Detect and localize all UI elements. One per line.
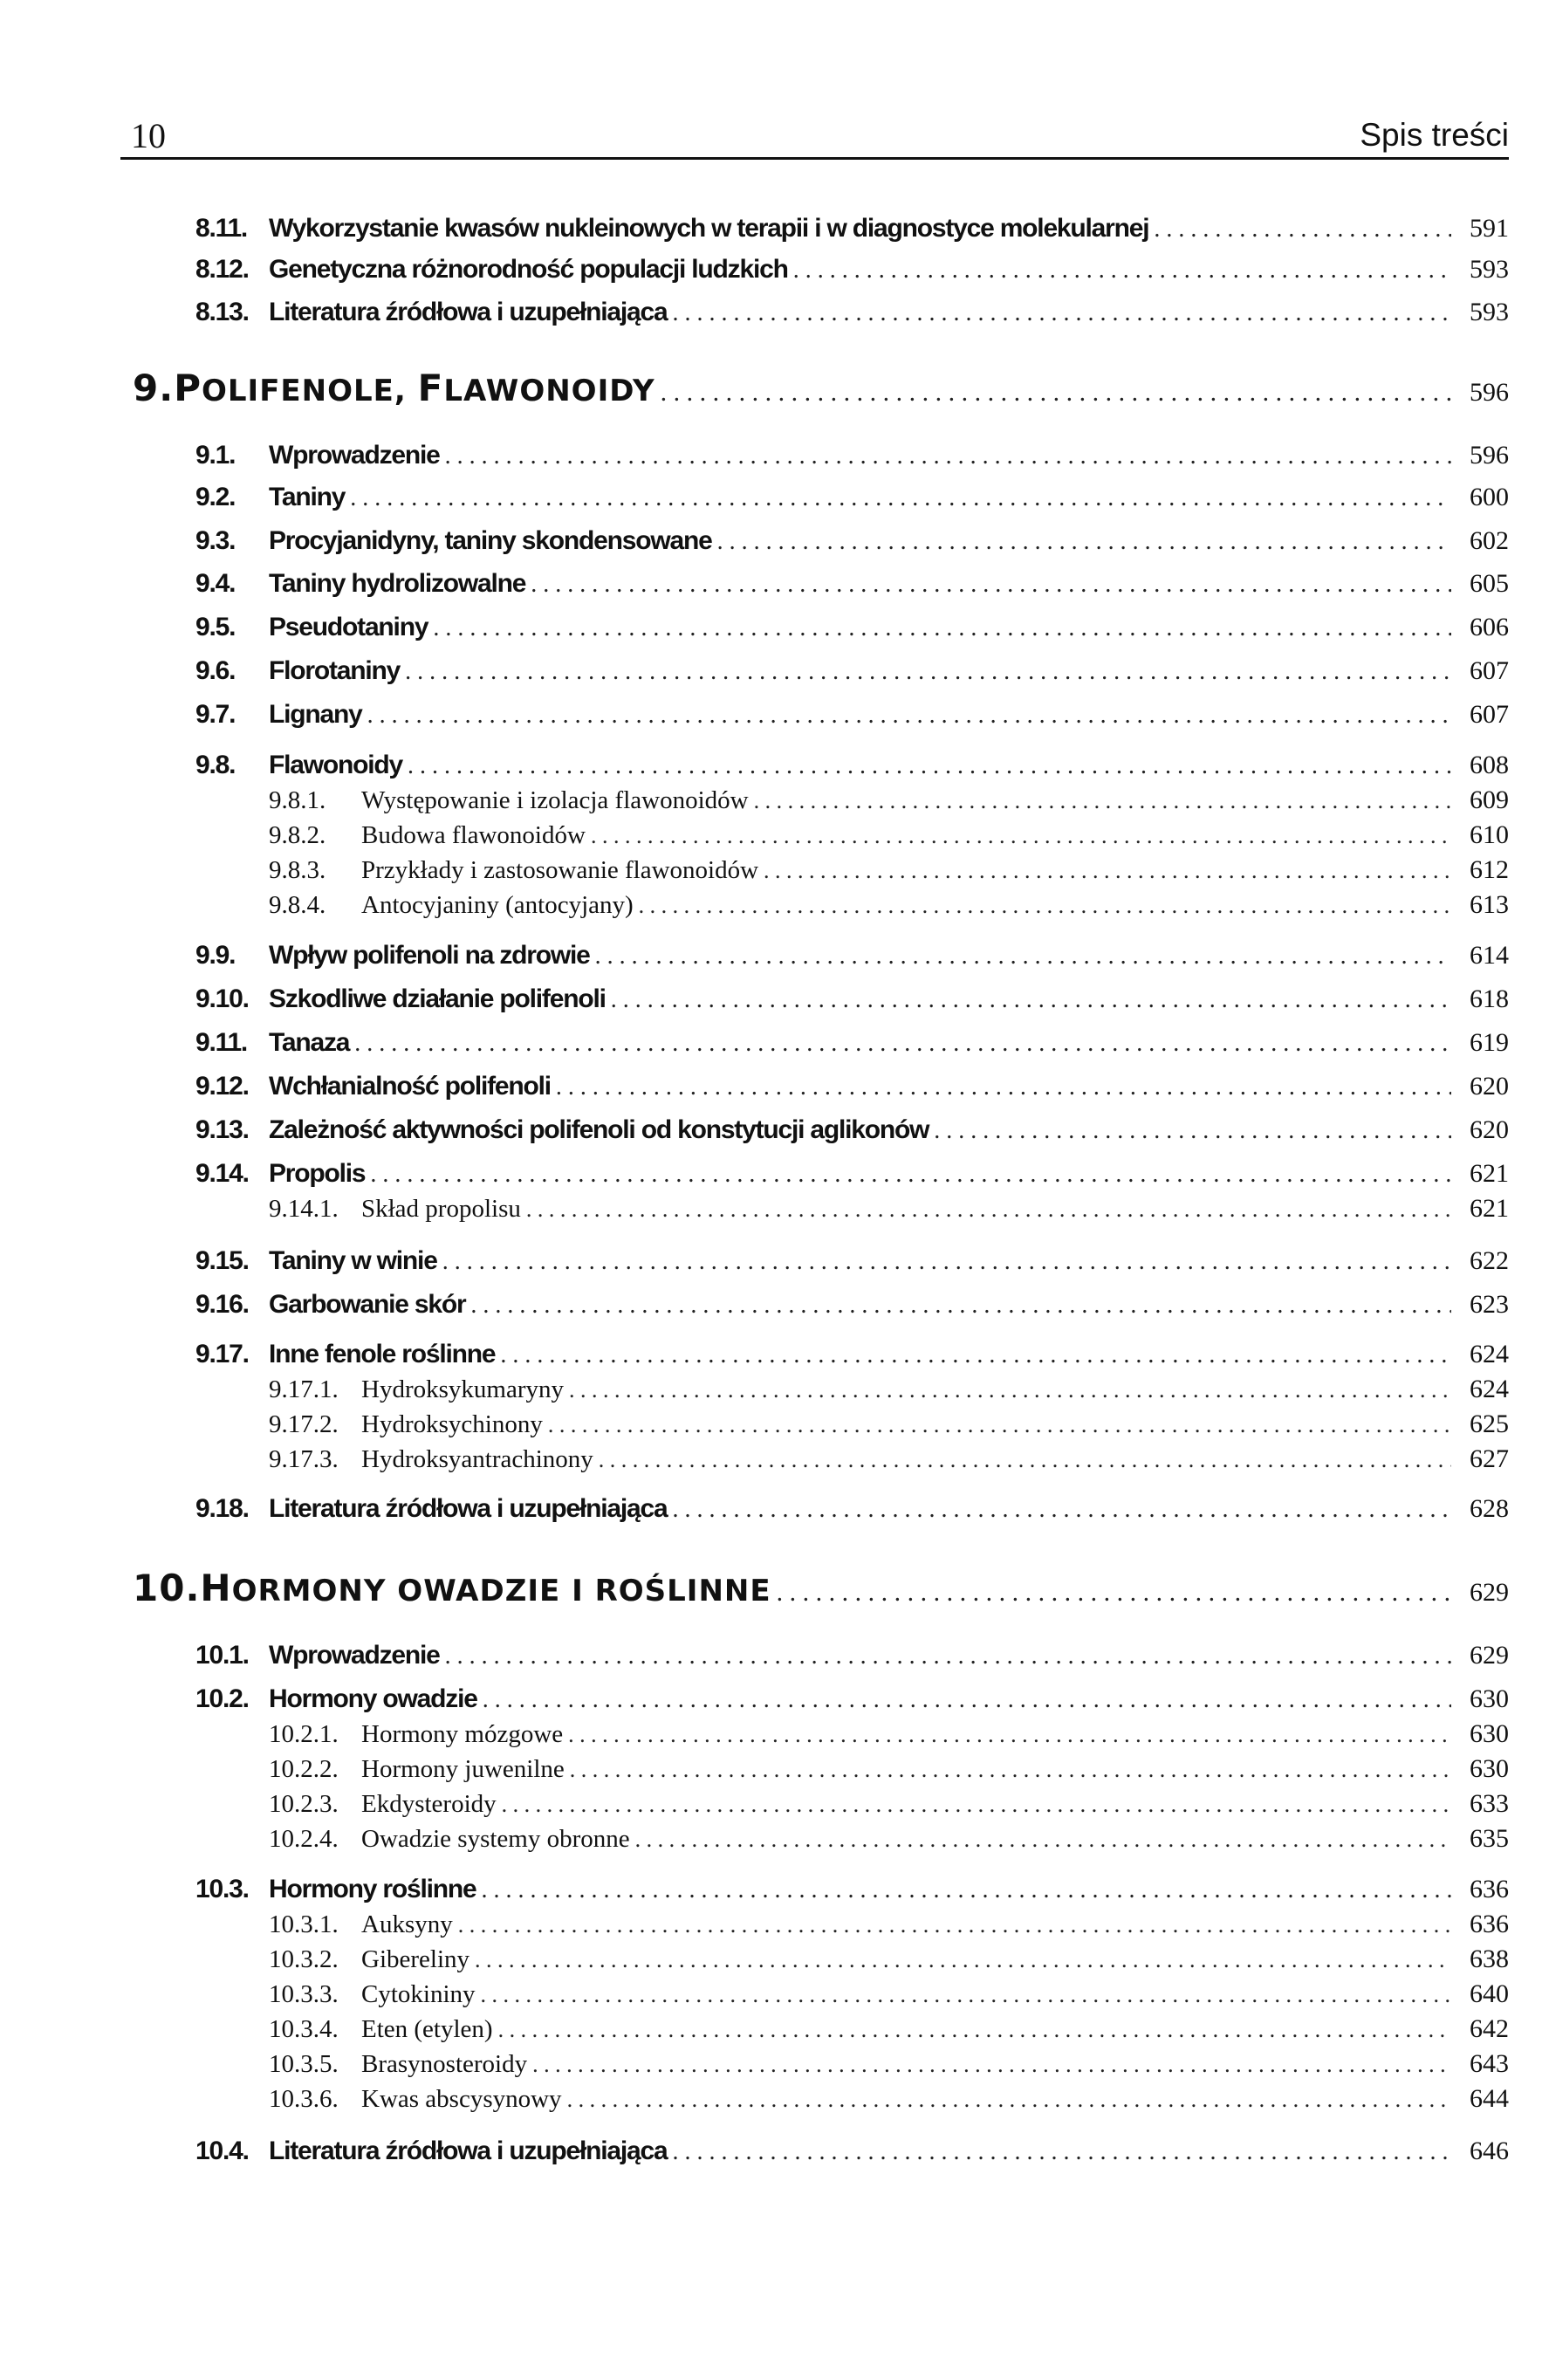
dot-leader [1154, 216, 1451, 243]
entry-number: 9.14. [195, 1159, 249, 1188]
entry-number: 10.2.2. [269, 1755, 339, 1783]
entry-number: 9.17. [195, 1340, 249, 1368]
section-entry [0, 2137, 1542, 2166]
subsection-entry [0, 2049, 1542, 2079]
subsection-title: Hydroksychinony [361, 1410, 543, 1438]
section-title: Taniny w winie [269, 1246, 437, 1275]
page-ref: 621 [1470, 1194, 1509, 1223]
page-ref: 596 [1470, 378, 1509, 407]
subsection-title: Kwas abscysynowy [361, 2085, 562, 2113]
page-ref: 640 [1470, 1979, 1509, 2008]
page-ref: 591 [1470, 214, 1509, 243]
dot-leader [458, 1912, 1451, 1938]
subsection-entry [0, 1444, 1542, 1474]
entry-number: 9.8.2. [269, 821, 326, 849]
dot-leader [531, 571, 1451, 599]
subsection-title: Hormony juwenilne [361, 1755, 565, 1783]
entry-number: 9.8.4. [269, 891, 326, 919]
dot-leader [470, 1292, 1451, 1320]
section-entry [0, 1875, 1542, 1904]
page-ref: 624 [1470, 1340, 1509, 1368]
section-title: Literatura źródłowa i uzupełniająca [269, 1494, 668, 1523]
section-entry [0, 1028, 1542, 1058]
section-title: Wykorzystanie kwasów nukleinowych w terapii i w diagnostyce molekularnej [269, 214, 1149, 243]
section-title: Hormony roślinne [269, 1875, 476, 1903]
page-ref: 635 [1470, 1824, 1509, 1853]
subsection-title: Budowa flawonoidów [361, 821, 586, 849]
subsection-title: Gibereliny [361, 1945, 470, 1973]
page-ref: 628 [1470, 1494, 1509, 1523]
page-ref: 636 [1470, 1910, 1509, 1938]
chapter-entry [0, 367, 1542, 409]
subsection-entry [0, 1375, 1542, 1404]
subsection-entry [0, 855, 1542, 885]
dot-leader [370, 1161, 1451, 1189]
section-title: Tanaza [269, 1028, 350, 1057]
subsection-entry [0, 1789, 1542, 1819]
subsection-entry [0, 1194, 1542, 1224]
subsection-entry [0, 820, 1542, 850]
section-entry [0, 751, 1542, 780]
chapter-title [200, 1567, 771, 1609]
dot-leader [793, 257, 1451, 285]
chapter-title-part: F [417, 367, 444, 409]
dot-leader [567, 2087, 1451, 2113]
entry-number: 10.2.3. [269, 1790, 339, 1818]
page-ref: 646 [1470, 2137, 1509, 2165]
page-ref: 623 [1470, 1290, 1509, 1319]
section-entry [0, 255, 1542, 285]
page-ref: 633 [1470, 1789, 1509, 1818]
dot-leader [661, 378, 1451, 408]
section-title: Wpływ polifenoli na zdrowie [269, 941, 590, 970]
dot-leader [442, 1248, 1451, 1276]
dot-leader [599, 1447, 1451, 1473]
page-ref: 593 [1470, 298, 1509, 326]
entry-number: 9. [133, 367, 175, 409]
entry-number: 9.9. [195, 941, 236, 970]
entry-number: 9.6. [195, 656, 236, 685]
subsection-title: Hormony mózgowe [361, 1720, 564, 1748]
entry-number: 9.8.3. [269, 856, 326, 884]
entry-number: 8.11. [195, 214, 248, 243]
entry-number: 9.16. [195, 1290, 249, 1319]
dot-leader [445, 442, 1451, 470]
entry-number: 8.13. [195, 298, 249, 326]
entry-number: 10.3.4. [269, 2015, 339, 2043]
chapter-title-part: H [200, 1567, 232, 1609]
page-ref: 596 [1470, 441, 1509, 470]
subsection-title: Brasynosteroidy [361, 2050, 528, 2078]
subsection-entry [0, 1754, 1542, 1784]
entry-number: 9.14.1. [269, 1195, 339, 1223]
entry-number: 10.2. [195, 1684, 249, 1713]
dot-leader [595, 943, 1451, 971]
subsection-entry [0, 890, 1542, 920]
section-entry [0, 941, 1542, 971]
page-ref: 630 [1470, 1719, 1509, 1748]
subsection-title: Cytokininy [361, 1980, 476, 2008]
section-entry [0, 1246, 1542, 1276]
chapter-entry [0, 1567, 1542, 1609]
dot-leader [475, 1947, 1451, 1973]
entry-number: 9.10. [195, 984, 249, 1013]
entry-number: 10.2.1. [269, 1720, 339, 1748]
page-ref: 600 [1470, 483, 1509, 511]
section-title: Pseudotaniny [269, 613, 428, 641]
chapter-title-part: P [174, 367, 202, 409]
section-title: Taniny hydrolizowalne [269, 569, 526, 598]
entry-number: 9.17.3. [269, 1445, 339, 1473]
dot-leader [498, 2017, 1451, 2043]
dot-leader [481, 1982, 1451, 2008]
section-title: Wprowadzenie [269, 441, 440, 470]
subsection-entry [0, 785, 1542, 815]
subsection-entry [0, 1979, 1542, 2009]
dot-leader [483, 1686, 1451, 1714]
page-ref: 607 [1470, 656, 1509, 685]
dot-leader [482, 1876, 1452, 1904]
section-entry [0, 1290, 1542, 1320]
dot-leader [350, 484, 1451, 512]
dot-leader [526, 1197, 1451, 1223]
subsection-entry [0, 1409, 1542, 1439]
entry-number: 9.8. [195, 751, 236, 779]
dot-leader [672, 2138, 1451, 2166]
entry-number: 9.13. [195, 1115, 249, 1144]
dot-leader [367, 702, 1451, 730]
dot-leader [548, 1412, 1451, 1438]
section-title: Garbowanie skór [269, 1290, 466, 1319]
entry-number: 8.12. [195, 255, 249, 284]
dot-leader [570, 1757, 1451, 1783]
subsection-entry [0, 1944, 1542, 1974]
entry-number: 9.5. [195, 613, 236, 641]
chapter-title-part: OLIFENOLE, [201, 374, 418, 408]
page-ref: 593 [1470, 255, 1509, 284]
section-entry [0, 1641, 1542, 1670]
entry-number: 10.3.3. [269, 1980, 339, 2008]
entry-number: 10.3.6. [269, 2085, 339, 2113]
page-ref: 630 [1470, 1754, 1509, 1783]
page-ref: 625 [1470, 1409, 1509, 1438]
subsection-entry [0, 1910, 1542, 1939]
subsection-title: Skład propolisu [361, 1195, 521, 1223]
entry-number: 9.3. [195, 526, 236, 555]
page-ref: 636 [1470, 1875, 1509, 1903]
dot-leader [764, 858, 1451, 884]
entry-number: 9.2. [195, 483, 236, 511]
section-entry [0, 613, 1542, 642]
section-title: Genetyczna różnorodność populacji ludzkich [269, 255, 788, 284]
dot-leader [672, 1496, 1451, 1524]
entry-number: 10. [133, 1567, 201, 1609]
dot-leader [635, 1827, 1451, 1853]
subsection-title: Hydroksykumaryny [361, 1375, 564, 1403]
section-entry [0, 569, 1542, 599]
section-entry [0, 984, 1542, 1014]
page-ref: 627 [1470, 1444, 1509, 1473]
dot-leader [445, 1643, 1451, 1670]
entry-number: 10.1. [195, 1641, 249, 1670]
section-title: Florotaniny [269, 656, 401, 685]
entry-number: 9.12. [195, 1072, 249, 1101]
chapter-title [174, 367, 654, 409]
section-title: Flawonoidy [269, 751, 403, 779]
subsection-title: Ekdysteroidy [361, 1790, 497, 1818]
subsection-title: Auksyny [361, 1910, 453, 1938]
section-title: Lignany [269, 700, 362, 729]
page-ref: 621 [1470, 1159, 1509, 1188]
subsection-entry [0, 1719, 1542, 1749]
dot-leader [611, 986, 1451, 1014]
section-entry [0, 298, 1542, 327]
dot-leader [754, 788, 1451, 814]
section-entry [0, 700, 1542, 730]
dot-leader [568, 1722, 1451, 1748]
subsection-entry [0, 1824, 1542, 1854]
section-title: Zależność aktywności polifenoli od konstytucji aglikonów [269, 1115, 929, 1144]
section-entry [0, 214, 1542, 243]
page-ref: 602 [1470, 526, 1509, 555]
page-ref: 620 [1470, 1072, 1509, 1101]
section-entry [0, 1340, 1542, 1369]
page-ref: 607 [1470, 700, 1509, 729]
dot-leader [354, 1030, 1451, 1058]
section-title: Hormony owadzie [269, 1684, 477, 1713]
dot-leader [591, 823, 1451, 849]
subsection-title: Hydroksyantrachinony [361, 1445, 593, 1473]
page-ref: 618 [1470, 984, 1509, 1013]
page-ref: 606 [1470, 613, 1509, 641]
page-ref: 638 [1470, 1944, 1509, 1973]
page-ref: 610 [1470, 820, 1509, 849]
subsection-entry [0, 2084, 1542, 2114]
section-title: Literatura źródłowa i uzupełniająca [269, 298, 668, 326]
page-ref: 608 [1470, 751, 1509, 779]
entry-number: 9.11. [195, 1028, 248, 1057]
dot-leader [569, 1377, 1451, 1403]
entry-number: 9.8.1. [269, 786, 326, 814]
entry-number: 10.4. [195, 2137, 249, 2165]
section-title: Propolis [269, 1159, 366, 1188]
page-ref: 629 [1470, 1578, 1509, 1607]
entry-number: 9.1. [195, 441, 236, 470]
subsection-title: Owadzie systemy obronne [361, 1825, 630, 1853]
entry-number: 9.4. [195, 569, 236, 598]
page-ref: 620 [1470, 1115, 1509, 1144]
dot-leader [639, 893, 1451, 919]
section-entry [0, 441, 1542, 470]
entry-number: 10.2.4. [269, 1825, 339, 1853]
page-ref: 630 [1470, 1684, 1509, 1713]
page-ref: 605 [1470, 569, 1509, 598]
entry-number: 9.17.1. [269, 1375, 339, 1403]
section-entry [0, 1159, 1542, 1189]
section-title: Taniny [269, 483, 346, 511]
entry-number: 10.3. [195, 1875, 249, 1903]
section-entry [0, 1072, 1542, 1101]
section-entry [0, 1494, 1542, 1524]
page-ref: 642 [1470, 2014, 1509, 2043]
subsection-title: Eten (etylen) [361, 2015, 493, 2043]
page-ref: 609 [1470, 785, 1509, 814]
section-title: Procyjanidyny, taniny skondensowane [269, 526, 712, 555]
page-ref: 629 [1470, 1641, 1509, 1670]
page-ref: 624 [1470, 1375, 1509, 1403]
section-title: Inne fenole roślinne [269, 1340, 496, 1368]
entry-number: 10.3.5. [269, 2050, 339, 2078]
entry-number: 9.18. [195, 1494, 249, 1523]
section-entry [0, 483, 1542, 512]
subsection-entry [0, 2014, 1542, 2044]
section-title: Wchłanialność polifenoli [269, 1072, 551, 1101]
dot-leader [672, 299, 1451, 327]
page-ref: 614 [1470, 941, 1509, 970]
dot-leader [408, 752, 1451, 780]
dot-leader [717, 528, 1451, 556]
page-ref: 644 [1470, 2084, 1509, 2113]
entry-number: 9.17.2. [269, 1410, 339, 1438]
dot-leader [532, 2052, 1451, 2078]
dot-leader [934, 1117, 1451, 1145]
chapter-title-part: ORMONY OWADZIE I ROŚLINNE [231, 1574, 771, 1608]
subsection-title: Przykłady i zastosowanie flawonoidów [361, 856, 759, 884]
section-entry [0, 526, 1542, 556]
page-ref: 613 [1470, 890, 1509, 919]
page-number: 10 [131, 116, 166, 155]
dot-leader [777, 1578, 1451, 1608]
running-title: Spis treści [1360, 117, 1509, 153]
page-ref: 612 [1470, 855, 1509, 884]
entry-number: 10.3.2. [269, 1945, 339, 1973]
section-title: Literatura źródłowa i uzupełniająca [269, 2137, 668, 2165]
section-entry [0, 1684, 1542, 1714]
page-ref: 643 [1470, 2049, 1509, 2078]
section-title: Szkodliwe działanie polifenoli [269, 984, 606, 1013]
subsection-title: Występowanie i izolacja flawonoidów [361, 786, 749, 814]
chapter-title-part: LAWONOIDY [443, 374, 655, 408]
section-title: Wprowadzenie [269, 1641, 440, 1670]
dot-leader [405, 658, 1451, 686]
dot-leader [502, 1792, 1451, 1818]
dot-leader [556, 1073, 1451, 1101]
entry-number: 9.7. [195, 700, 236, 729]
dot-leader [500, 1341, 1451, 1369]
subsection-title: Antocyjaniny (antocyjany) [361, 891, 634, 919]
dot-leader [433, 614, 1451, 642]
section-entry [0, 656, 1542, 686]
section-entry [0, 1115, 1542, 1145]
entry-number: 9.15. [195, 1246, 249, 1275]
page-ref: 622 [1470, 1246, 1509, 1275]
page-ref: 619 [1470, 1028, 1509, 1057]
entry-number: 10.3.1. [269, 1910, 339, 1938]
